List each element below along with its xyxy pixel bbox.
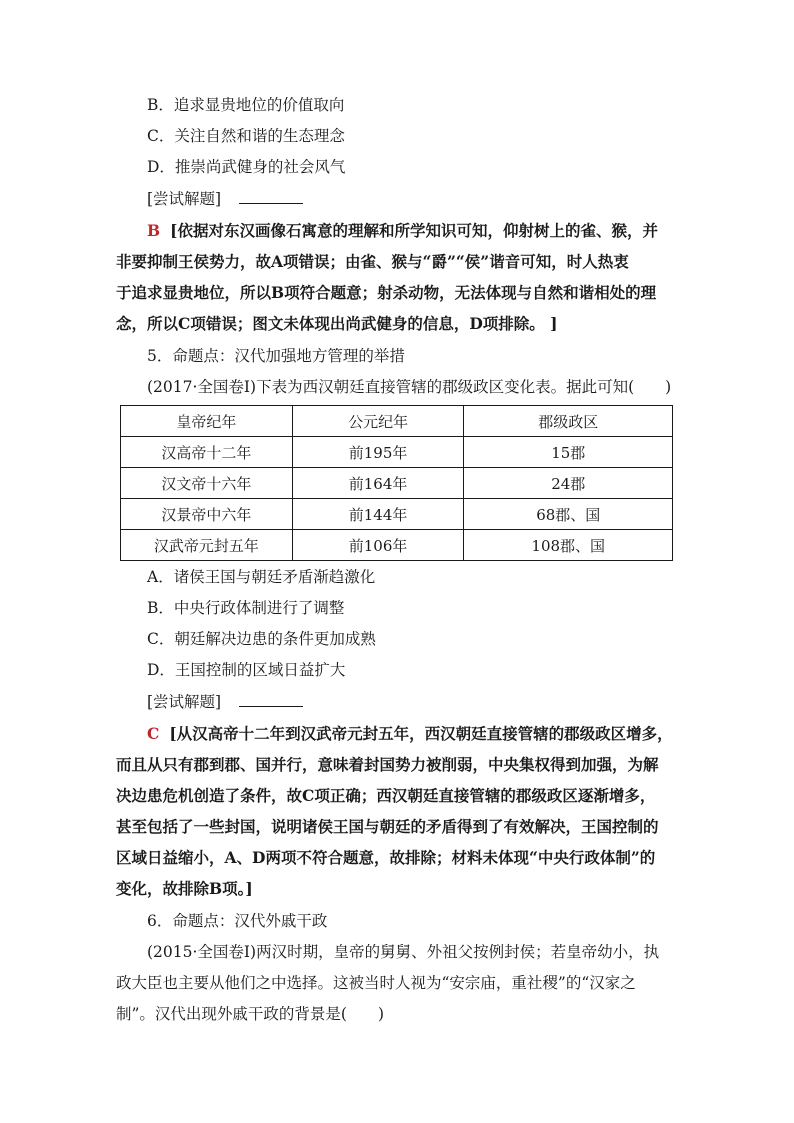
table-cell: 汉武帝元封五年 xyxy=(121,530,293,561)
answer-blank xyxy=(239,692,303,707)
q5-option-a: A．诸侯王国与朝廷矛盾渐趋激化 xyxy=(147,568,376,586)
table-cell: 汉景帝中六年 xyxy=(121,499,293,530)
q5-try-solve xyxy=(147,692,303,712)
q6-stem-line-1: (2015·全国卷Ⅰ)两汉时期，皇帝的舅舅、外祖父按例封侯；若皇帝幼小，执 xyxy=(147,943,660,961)
q4-explanation-line-1: B [依据对东汉画像石寓意的理解和所学知识可知，仰射树上的雀、猴，并 xyxy=(147,221,658,240)
table-cell: 24郡 xyxy=(464,468,673,499)
q5-option-b: B．中央行政体制进行了调整 xyxy=(147,599,345,617)
table-row xyxy=(121,468,673,499)
q4-explanation-line-3: 于追求显贵地位，所以B项符合题意；射杀动物，无法体现与自然和谐相处的理 xyxy=(116,283,657,302)
q4-try-solve xyxy=(147,189,303,209)
q4-option-d: D．推崇尚武健身的社会风气 xyxy=(147,158,346,176)
q6-heading: 6．命题点：汉代外戚干政 xyxy=(147,912,328,930)
table-header-cell: 公元纪年 xyxy=(292,406,464,437)
table-cell: 汉高帝十二年 xyxy=(121,437,293,468)
table-row xyxy=(121,437,673,468)
table-cell: 68郡、国 xyxy=(464,499,673,530)
table-cell: 前106年 xyxy=(292,530,464,561)
q5-answer: C xyxy=(147,724,160,743)
q4-explanation-line-4: 念，所以C项错误；图文未体现出尚武健身的信息，D项排除。 ] xyxy=(116,314,558,333)
q4-option-c: C．关注自然和谐的生态理念 xyxy=(147,127,345,145)
table-cell: 前164年 xyxy=(292,468,464,499)
q5-explanation-line-1: C [从汉高帝十二年到汉武帝元封五年，西汉朝廷直接管辖的郡级政区增多， xyxy=(147,724,673,743)
table-cell: 前195年 xyxy=(292,437,464,468)
q5-explanation-line-5: 区域日益缩小，A、D两项不符合题意，故排除；材料未体现“中央行政体制”的 xyxy=(116,848,656,867)
q5-explanation-line-3: 决边患危机创造了条件，故C项正确；西汉朝廷直接管辖的郡级政区逐渐增多， xyxy=(116,786,656,805)
table-header-cell: 皇帝纪年 xyxy=(121,406,293,437)
table-cell: 15郡 xyxy=(464,437,673,468)
q5-data-table xyxy=(120,405,673,561)
q4-option-b: B．追求显贵地位的价值取向 xyxy=(147,96,345,114)
try-label: [尝试解题] xyxy=(147,693,222,711)
table-cell: 前144年 xyxy=(292,499,464,530)
table-row xyxy=(121,530,673,561)
try-label: [尝试解题] xyxy=(147,190,222,208)
table-cell: 108郡、国 xyxy=(464,530,673,561)
q6-stem-line-2: 政大臣也主要从他们之中选择。这被当时人视为“安宗庙，重社稷”的“汉家之 xyxy=(116,974,636,992)
table-header-cell: 郡级政区 xyxy=(464,406,673,437)
q5-option-c: C．朝廷解决边患的条件更加成熟 xyxy=(147,630,376,648)
table-row xyxy=(121,499,673,530)
q4-answer: B xyxy=(147,221,161,240)
q5-option-d: D．王国控制的区域日益扩大 xyxy=(147,661,346,679)
q5-explanation-line-4: 甚至包括了一些封国，说明诸侯王国与朝廷的矛盾得到了有效解决，王国控制的 xyxy=(116,817,659,836)
q4-explanation-line-2: 非要抑制王侯势力，故A项错误；由雀、猴与“爵”“侯”谐音可知，时人热衷 xyxy=(116,252,629,271)
table-header-row xyxy=(121,406,673,437)
q5-stem: (2017·全国卷Ⅰ)下表为西汉朝廷直接管辖的郡级政区变化表。据此可知( ) xyxy=(147,378,672,396)
q5-explanation-line-6: 变化，故排除B项。] xyxy=(116,879,253,898)
answer-blank xyxy=(239,189,303,204)
table-cell: 汉文帝十六年 xyxy=(121,468,293,499)
q6-stem-line-3: 制”。汉代出现外戚干政的背景是( ) xyxy=(116,1005,385,1023)
q5-explanation-line-2: 而且从只有郡到郡、国并行，意味着封国势力被削弱，中央集权得到加强，为解 xyxy=(116,755,659,774)
q5-heading: 5．命题点：汉代加强地方管理的举措 xyxy=(147,347,405,365)
